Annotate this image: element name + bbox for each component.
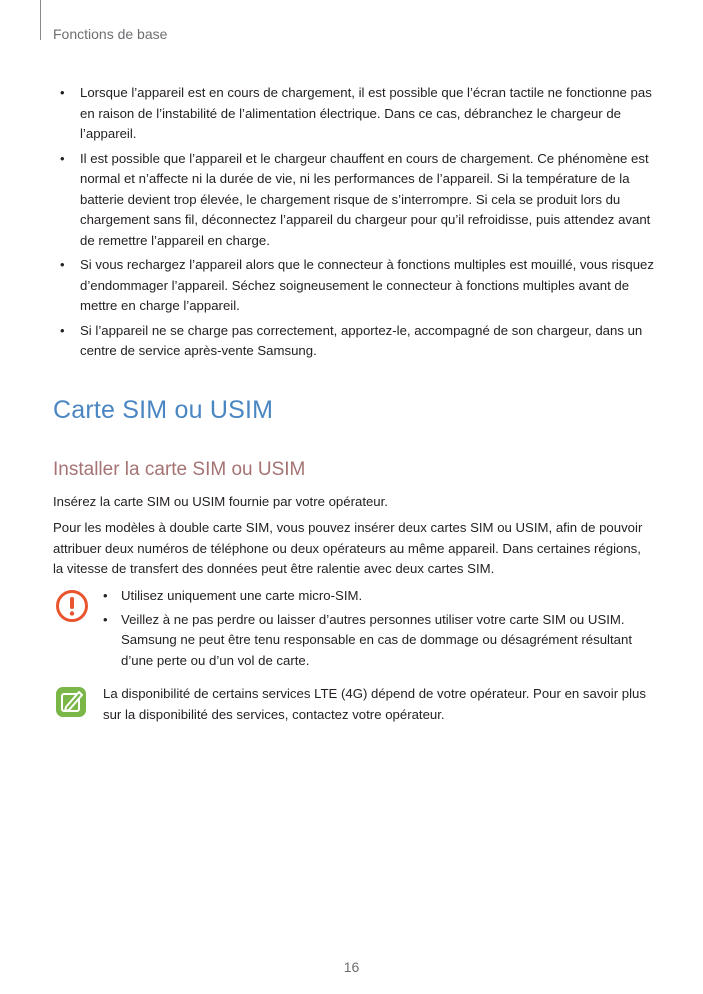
bullet-icon: • (60, 322, 65, 338)
list-item-text: Si vous rechargez l’appareil alors que le connecteur à fonctions multiples est mouillé, vous risquez d’endommager l’appareil. Séchez soigneusement le connecteur à fonctions multiples avant de mettre en charge l’appareil. (80, 257, 654, 313)
bullet-icon: • (60, 257, 65, 272)
bullet-icon: • (103, 611, 108, 627)
warning-icon (55, 589, 89, 623)
list-item-text: Utilisez uniquement une carte micro-SIM. (121, 588, 363, 603)
list-item (60, 321, 655, 362)
bullet-icon: • (60, 150, 65, 166)
list-item (60, 149, 655, 252)
charging-notes-list (60, 83, 655, 366)
paragraph: Insérez la carte SIM ou USIM fournie par votre opérateur. (53, 494, 388, 509)
paragraph: Pour les modèles à double carte SIM, vous pouvez insérer deux cartes SIM ou USIM, afin de pouvoir attribuer deux numéros de téléphone ou deux opérateurs au même appareil. Dans certaines régions, la vitesse de transfert des données peut être ralentie avec deux cartes SIM. (53, 520, 643, 576)
list-item-text: Veillez à ne pas perdre ou laisser d’autres personnes utiliser votre carte SIM ou USIM. Samsung ne peut être tenu responsable en cas de dommage ou désagrément résultant d’une perte ou d’un vol de carte. (121, 611, 632, 668)
bullet-icon: • (60, 85, 65, 100)
page-number: 16 (343, 959, 360, 975)
list-item (60, 83, 655, 145)
subsection-title: Installer la carte SIM ou USIM (53, 459, 306, 480)
section-title: Carte SIM ou USIM (53, 396, 274, 424)
bullet-icon: • (103, 588, 108, 603)
list-item-text: Il est possible que l’appareil et le chargeur chauffent en cours de chargement. Ce phénomène est normal et n’affecte ni la durée de vie, ni les performances de l’appareil. Si la température de la batterie devient trop élevée, le chargement risque de s’interrompre. Si cela se produit lors du chargement sans fil, déconnectez l’appareil du chargeur pour qu’il refroidisse, puis attendez avant de remettre l’appareil en charge. (80, 150, 651, 248)
list-item-text: Si l’appareil ne se charge pas correctement, apportez-le, accompagné de son chargeur, dans un centre de service après-vente Samsung. (80, 322, 643, 358)
note-text: La disponibilité de certains services LTE (4G) dépend de votre opérateur. Pour en savoir plus sur la disponibilité des services, contactez votre opérateur. (103, 686, 646, 722)
list-item (103, 586, 651, 607)
note-icon (55, 686, 87, 718)
caution-list (103, 586, 651, 674)
list-item (103, 610, 651, 672)
running-header: Fonctions de base (53, 26, 168, 42)
list-item-text: Lorsque l’appareil est en cours de chargement, il est possible que l’écran tactile ne fonctionne pas en raison de l’instabilité de l’alimentation électrique. Dans ce cas, débranchez le chargeur de l’appareil. (80, 85, 652, 141)
list-item (60, 255, 655, 317)
header-divider (40, 0, 41, 40)
